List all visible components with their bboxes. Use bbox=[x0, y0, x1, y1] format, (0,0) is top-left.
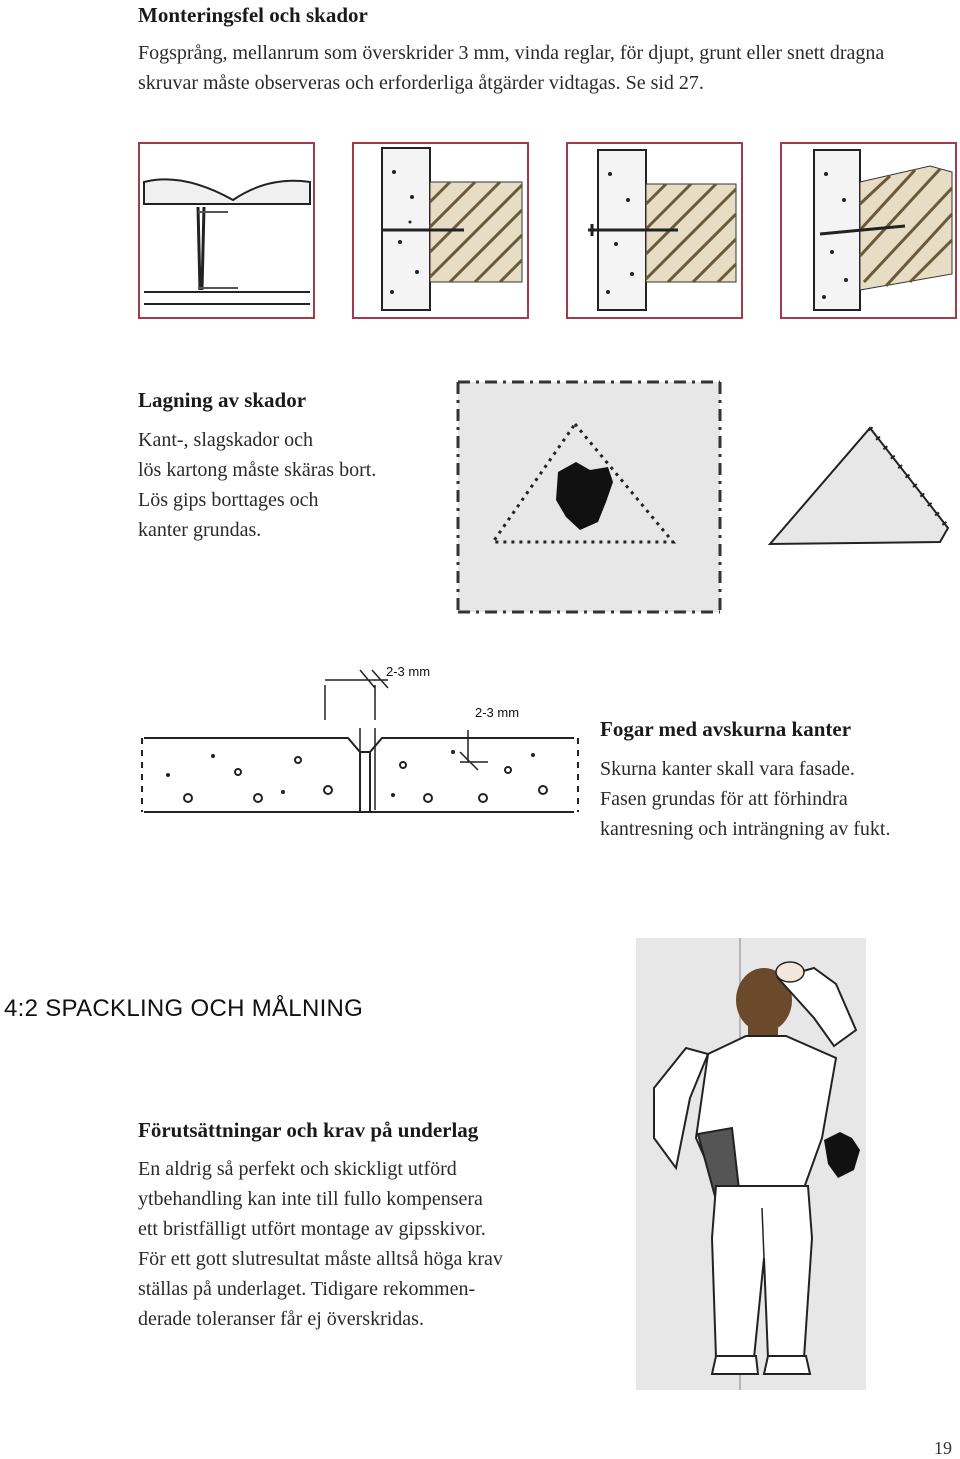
page-number: 19 bbox=[934, 1438, 952, 1458]
chapter-heading: 4:2 SPACKLING OCH MÅLNING bbox=[4, 995, 364, 1022]
illustration-joint-step bbox=[138, 142, 316, 320]
dimension-label-side: 2-3 mm bbox=[475, 705, 520, 720]
text-line: Fasen grundas för att förhindra bbox=[600, 788, 848, 810]
text-line: derade toleranser får ej överskridas. bbox=[138, 1308, 424, 1330]
section-title-monteringsfel: Monteringsfel och skador bbox=[138, 3, 368, 27]
illustration-man-inspecting-wall bbox=[636, 938, 868, 1393]
text-line: kantresning och inträngning av fukt. bbox=[600, 818, 891, 840]
illustration-damage-cut bbox=[448, 372, 960, 624]
text-line: ytbehandling kan inte till fullo kompensera bbox=[138, 1188, 483, 1210]
illustration-screw-correct bbox=[352, 142, 530, 320]
text-line: Skurna kanter skall vara fasade. bbox=[600, 758, 855, 780]
text-line: ett bristfälligt utfört montage av gipsskivor. bbox=[138, 1218, 486, 1240]
section-text-lagning bbox=[138, 425, 458, 545]
illustration-screw-angled bbox=[780, 142, 958, 320]
dimension-label-top: 2-3 mm bbox=[386, 664, 431, 679]
text-line: Kant-, slagskador och bbox=[138, 429, 313, 451]
section-title-fogar: Fogar med avskurna kanter bbox=[600, 717, 852, 741]
section-text-forutsattningar bbox=[138, 1154, 608, 1334]
text-line: ställas på underlaget. Tidigare rekommen- bbox=[138, 1278, 476, 1300]
section-title-lagning: Lagning av skador bbox=[138, 388, 307, 412]
section-text-monteringsfel: Fogsprång, mellanrum som överskrider 3 mm, vinda reglar, för djupt, grunt eller snett dragna skruvar måste observeras och erforderliga åtgärder vidtagas. Se sid 27. bbox=[138, 42, 885, 94]
text-line: kanter grundas. bbox=[138, 519, 262, 541]
illustration-screw-deep bbox=[566, 142, 744, 320]
section-text-fogar bbox=[600, 754, 955, 844]
illustration-beveled-joint bbox=[138, 660, 588, 835]
text-line: Lös gips borttages och bbox=[138, 489, 319, 511]
section-title-forutsattningar: Förutsättningar och krav på underlag bbox=[138, 1118, 479, 1142]
text-line: En aldrig så perfekt och skickligt utförd bbox=[138, 1158, 457, 1180]
text-line: lös kartong måste skäras bort. bbox=[138, 459, 377, 481]
text-line: För ett gott slutresultat måste alltså höga krav bbox=[138, 1248, 503, 1270]
